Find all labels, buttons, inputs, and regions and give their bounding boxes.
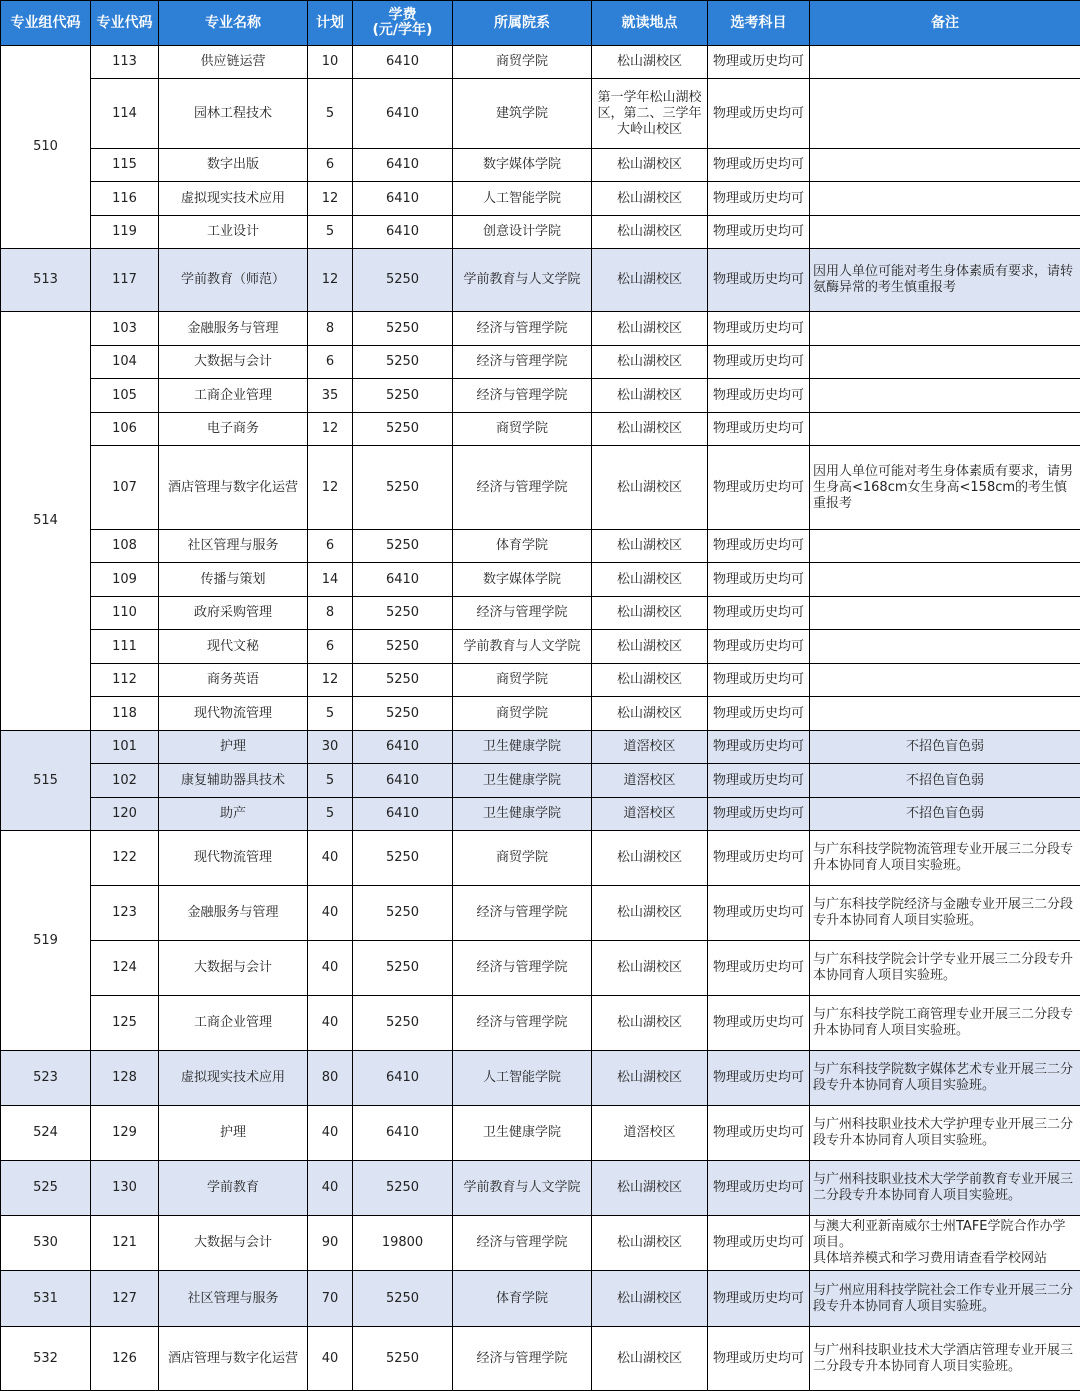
campus-cell: 松山湖校区 (592, 530, 708, 563)
subject-cell: 物理或历史均可 (708, 249, 810, 312)
department-cell: 体育学院 (453, 530, 592, 563)
table-row (1, 731, 1080, 764)
major-code-cell: 120 (91, 798, 159, 831)
table-row (1, 79, 1080, 149)
table-row (1, 413, 1080, 446)
department-cell: 经济与管理学院 (453, 346, 592, 379)
table-row (1, 664, 1080, 697)
major-name-cell: 现代物流管理 (159, 831, 308, 886)
major-name-cell: 大数据与会计 (159, 1216, 308, 1271)
tuition-cell: 5250 (353, 446, 453, 530)
table-row (1, 249, 1080, 312)
major-code-cell: 130 (91, 1161, 159, 1216)
major-name-cell: 供应链运营 (159, 46, 308, 79)
plan-header: 计划 (308, 1, 353, 46)
major-name-cell: 助产 (159, 798, 308, 831)
major-code-cell: 111 (91, 630, 159, 664)
campus-cell: 松山湖校区 (592, 249, 708, 312)
major-name-cell: 金融服务与管理 (159, 886, 308, 941)
major-code-cell: 122 (91, 831, 159, 886)
tuition-cell: 5250 (353, 413, 453, 446)
major-code-cell: 128 (91, 1051, 159, 1106)
campus-cell: 松山湖校区 (592, 886, 708, 941)
major-code-cell: 105 (91, 379, 159, 413)
tuition-cell: 5250 (353, 630, 453, 664)
table-row (1, 831, 1080, 886)
campus-cell: 松山湖校区 (592, 1327, 708, 1391)
subject-cell: 物理或历史均可 (708, 563, 810, 597)
department-cell: 经济与管理学院 (453, 446, 592, 530)
tuition-header: 学费 (元/学年) (353, 1, 453, 46)
group-code-cell: 519 (1, 831, 91, 1051)
major-code-cell: 113 (91, 46, 159, 79)
plan-cell: 6 (308, 630, 353, 664)
plan-cell: 12 (308, 249, 353, 312)
subject-cell: 物理或历史均可 (708, 664, 810, 697)
group-code-cell: 530 (1, 1216, 91, 1271)
plan-cell: 40 (308, 1327, 353, 1391)
tuition-cell: 5250 (353, 1271, 453, 1327)
major-name-cell: 酒店管理与数字化运营 (159, 446, 308, 530)
major-name-cell: 现代文秘 (159, 630, 308, 664)
department-cell: 经济与管理学院 (453, 996, 592, 1051)
plan-cell: 80 (308, 1051, 353, 1106)
remarks-cell: 不招色盲色弱 (810, 764, 1080, 798)
plan-cell: 70 (308, 1271, 353, 1327)
department-cell: 卫生健康学院 (453, 731, 592, 764)
group-code-cell: 515 (1, 731, 91, 831)
major-code-cell: 124 (91, 941, 159, 996)
campus-cell: 道滘校区 (592, 1106, 708, 1161)
department-cell: 经济与管理学院 (453, 1327, 592, 1391)
campus-cell: 松山湖校区 (592, 563, 708, 597)
plan-cell: 8 (308, 597, 353, 630)
subject-cell: 物理或历史均可 (708, 216, 810, 249)
remarks-cell (810, 379, 1080, 413)
department-cell: 经济与管理学院 (453, 941, 592, 996)
table-row (1, 216, 1080, 249)
major-name-cell: 工商企业管理 (159, 379, 308, 413)
tuition-cell: 6410 (353, 563, 453, 597)
campus-cell: 松山湖校区 (592, 941, 708, 996)
remarks-cell: 不招色盲色弱 (810, 731, 1080, 764)
tuition-cell: 6410 (353, 764, 453, 798)
major-name-cell: 护理 (159, 1106, 308, 1161)
group-code-cell: 525 (1, 1161, 91, 1216)
remarks-cell: 与澳大利亚新南威尔士州TAFE学院合作办学项目。 具体培养模式和学习费用请查看学校网站 (810, 1216, 1080, 1271)
department-cell: 商贸学院 (453, 46, 592, 79)
remarks-cell (810, 79, 1080, 149)
department-cell: 商贸学院 (453, 697, 592, 731)
plan-cell: 12 (308, 413, 353, 446)
department-cell: 经济与管理学院 (453, 1216, 592, 1271)
subject-cell: 物理或历史均可 (708, 1216, 810, 1271)
remarks-cell: 与广东科技学院数字媒体艺术专业开展三二分段专升本协同育人项目实验班。 (810, 1051, 1080, 1106)
department-cell: 学前教育与人文学院 (453, 630, 592, 664)
table-body (1, 46, 1080, 1391)
campus-cell: 松山湖校区 (592, 413, 708, 446)
major-name-cell: 电子商务 (159, 413, 308, 446)
major-name-cell: 园林工程技术 (159, 79, 308, 149)
major-code-cell: 114 (91, 79, 159, 149)
table-row (1, 996, 1080, 1051)
group-code-cell: 524 (1, 1106, 91, 1161)
major-code-cell: 110 (91, 597, 159, 630)
campus-cell: 松山湖校区 (592, 831, 708, 886)
department-cell: 卫生健康学院 (453, 798, 592, 831)
major-code-cell: 119 (91, 216, 159, 249)
remarks-cell (810, 630, 1080, 664)
subject-cell: 物理或历史均可 (708, 413, 810, 446)
major-name-cell: 政府采购管理 (159, 597, 308, 630)
subject-cell: 物理或历史均可 (708, 149, 810, 182)
subject-header: 选考科目 (708, 1, 810, 46)
table-row (1, 1216, 1080, 1271)
group-code-cell: 523 (1, 1051, 91, 1106)
campus-cell: 松山湖校区 (592, 664, 708, 697)
tuition-cell: 5250 (353, 697, 453, 731)
department-cell: 商贸学院 (453, 664, 592, 697)
department-cell: 学前教育与人文学院 (453, 1161, 592, 1216)
major-code-header: 专业代码 (91, 1, 159, 46)
plan-cell: 14 (308, 563, 353, 597)
campus-cell: 松山湖校区 (592, 1216, 708, 1271)
campus-cell: 第一学年松山湖校区，第二、三学年大岭山校区 (592, 79, 708, 149)
major-name-cell: 大数据与会计 (159, 941, 308, 996)
plan-cell: 5 (308, 764, 353, 798)
tuition-cell: 6410 (353, 182, 453, 216)
table-row (1, 46, 1080, 79)
tuition-cell: 5250 (353, 346, 453, 379)
plan-cell: 40 (308, 886, 353, 941)
table-row (1, 1161, 1080, 1216)
campus-cell: 松山湖校区 (592, 216, 708, 249)
subject-cell: 物理或历史均可 (708, 530, 810, 563)
major-code-cell: 126 (91, 1327, 159, 1391)
department-cell: 经济与管理学院 (453, 312, 592, 346)
major-name-header: 专业名称 (159, 1, 308, 46)
campus-cell: 松山湖校区 (592, 1271, 708, 1327)
tuition-cell: 5250 (353, 312, 453, 346)
tuition-cell: 6410 (353, 216, 453, 249)
subject-cell: 物理或历史均可 (708, 630, 810, 664)
subject-cell: 物理或历史均可 (708, 1161, 810, 1216)
subject-cell: 物理或历史均可 (708, 46, 810, 79)
remarks-cell: 与广东科技学院工商管理专业开展三二分段专升本协同育人项目实验班。 (810, 996, 1080, 1051)
department-cell: 建筑学院 (453, 79, 592, 149)
subject-cell: 物理或历史均可 (708, 79, 810, 149)
table-row (1, 597, 1080, 630)
tuition-cell: 19800 (353, 1216, 453, 1271)
table-row (1, 697, 1080, 731)
table-row (1, 563, 1080, 597)
tuition-cell: 5250 (353, 996, 453, 1051)
table-row (1, 798, 1080, 831)
major-code-cell: 123 (91, 886, 159, 941)
tuition-cell: 5250 (353, 249, 453, 312)
group-code-header: 专业组代码 (1, 1, 91, 46)
major-name-cell: 社区管理与服务 (159, 1271, 308, 1327)
subject-cell: 物理或历史均可 (708, 597, 810, 630)
remarks-cell (810, 530, 1080, 563)
table-row (1, 764, 1080, 798)
major-code-cell: 103 (91, 312, 159, 346)
remarks-cell: 与广州应用科技学院社会工作专业开展三二分段专升本协同育人项目实验班。 (810, 1271, 1080, 1327)
plan-cell: 5 (308, 79, 353, 149)
remarks-cell (810, 182, 1080, 216)
remarks-cell (810, 664, 1080, 697)
tuition-cell: 5250 (353, 941, 453, 996)
table-row (1, 149, 1080, 182)
tuition-cell: 5250 (353, 886, 453, 941)
table-row (1, 530, 1080, 563)
plan-cell: 6 (308, 149, 353, 182)
campus-cell: 松山湖校区 (592, 346, 708, 379)
plan-cell: 5 (308, 798, 353, 831)
subject-cell: 物理或历史均可 (708, 346, 810, 379)
remarks-cell (810, 216, 1080, 249)
remarks-cell: 与广州科技职业技术大学学前教育专业开展三二分段专升本协同育人项目实验班。 (810, 1161, 1080, 1216)
plan-cell: 12 (308, 446, 353, 530)
subject-cell: 物理或历史均可 (708, 1327, 810, 1391)
remarks-header: 备注 (810, 1, 1080, 46)
subject-cell: 物理或历史均可 (708, 831, 810, 886)
campus-cell: 松山湖校区 (592, 182, 708, 216)
campus-cell: 松山湖校区 (592, 996, 708, 1051)
subject-cell: 物理或历史均可 (708, 764, 810, 798)
campus-cell: 松山湖校区 (592, 46, 708, 79)
subject-cell: 物理或历史均可 (708, 996, 810, 1051)
department-cell: 卫生健康学院 (453, 764, 592, 798)
tuition-cell: 5250 (353, 597, 453, 630)
remarks-cell (810, 597, 1080, 630)
tuition-cell: 5250 (353, 530, 453, 563)
tuition-cell: 5250 (353, 379, 453, 413)
remarks-cell (810, 413, 1080, 446)
department-cell: 创意设计学院 (453, 216, 592, 249)
table-row (1, 630, 1080, 664)
major-name-cell: 现代物流管理 (159, 697, 308, 731)
remarks-cell (810, 312, 1080, 346)
major-name-cell: 酒店管理与数字化运营 (159, 1327, 308, 1391)
campus-cell: 道滘校区 (592, 764, 708, 798)
campus-cell: 松山湖校区 (592, 1051, 708, 1106)
campus-cell: 松山湖校区 (592, 697, 708, 731)
tuition-cell: 6410 (353, 798, 453, 831)
department-cell: 数字媒体学院 (453, 149, 592, 182)
remarks-cell (810, 346, 1080, 379)
tuition-cell: 6410 (353, 46, 453, 79)
department-cell: 商贸学院 (453, 831, 592, 886)
plan-cell: 40 (308, 831, 353, 886)
major-code-cell: 106 (91, 413, 159, 446)
subject-cell: 物理或历史均可 (708, 1051, 810, 1106)
tuition-cell: 5250 (353, 1327, 453, 1391)
department-cell: 经济与管理学院 (453, 597, 592, 630)
plan-cell: 40 (308, 1106, 353, 1161)
major-code-cell: 101 (91, 731, 159, 764)
department-cell: 人工智能学院 (453, 182, 592, 216)
plan-cell: 12 (308, 182, 353, 216)
plan-cell: 40 (308, 941, 353, 996)
tuition-cell: 5250 (353, 664, 453, 697)
department-header: 所属院系 (453, 1, 592, 46)
major-name-cell: 工商企业管理 (159, 996, 308, 1051)
table-row (1, 1271, 1080, 1327)
major-name-cell: 商务英语 (159, 664, 308, 697)
remarks-cell (810, 46, 1080, 79)
major-code-cell: 102 (91, 764, 159, 798)
major-code-cell: 116 (91, 182, 159, 216)
table-row (1, 446, 1080, 530)
tuition-cell: 6410 (353, 149, 453, 182)
plan-cell: 40 (308, 1161, 353, 1216)
campus-header: 就读地点 (592, 1, 708, 46)
subject-cell: 物理或历史均可 (708, 446, 810, 530)
subject-cell: 物理或历史均可 (708, 697, 810, 731)
subject-cell: 物理或历史均可 (708, 182, 810, 216)
table-row (1, 1051, 1080, 1106)
plan-cell: 6 (308, 346, 353, 379)
subject-cell: 物理或历史均可 (708, 886, 810, 941)
group-code-cell: 531 (1, 1271, 91, 1327)
table-row (1, 886, 1080, 941)
major-code-cell: 121 (91, 1216, 159, 1271)
plan-cell: 90 (308, 1216, 353, 1271)
subject-cell: 物理或历史均可 (708, 941, 810, 996)
remarks-cell (810, 149, 1080, 182)
major-name-cell: 金融服务与管理 (159, 312, 308, 346)
table-row (1, 941, 1080, 996)
subject-cell: 物理或历史均可 (708, 731, 810, 764)
campus-cell: 道滘校区 (592, 731, 708, 764)
plan-cell: 40 (308, 996, 353, 1051)
subject-cell: 物理或历史均可 (708, 379, 810, 413)
table-row (1, 182, 1080, 216)
remarks-cell: 因用人单位可能对考生身体素质有要求，请男生身高<168cm女生身高<158cm的考生慎重报考 (810, 446, 1080, 530)
major-name-cell: 学前教育 (159, 1161, 308, 1216)
subject-cell: 物理或历史均可 (708, 1271, 810, 1327)
major-name-cell: 数字出版 (159, 149, 308, 182)
remarks-cell: 不招色盲色弱 (810, 798, 1080, 831)
plan-cell: 5 (308, 697, 353, 731)
department-cell: 数字媒体学院 (453, 563, 592, 597)
tuition-cell: 6410 (353, 1051, 453, 1106)
remarks-cell (810, 697, 1080, 731)
subject-cell: 物理或历史均可 (708, 312, 810, 346)
department-cell: 经济与管理学院 (453, 379, 592, 413)
group-code-cell: 510 (1, 46, 91, 249)
table-row (1, 1327, 1080, 1391)
major-name-cell: 社区管理与服务 (159, 530, 308, 563)
major-code-cell: 129 (91, 1106, 159, 1161)
tuition-cell: 5250 (353, 831, 453, 886)
campus-cell: 松山湖校区 (592, 312, 708, 346)
campus-cell: 松山湖校区 (592, 149, 708, 182)
remarks-cell: 与广州科技职业技术大学酒店管理专业开展三二分段专升本协同育人项目实验班。 (810, 1327, 1080, 1391)
remarks-cell: 与广东科技学院物流管理专业开展三二分段专升本协同育人项目实验班。 (810, 831, 1080, 886)
major-name-cell: 传播与策划 (159, 563, 308, 597)
tuition-cell: 6410 (353, 731, 453, 764)
group-code-cell: 514 (1, 312, 91, 731)
major-name-cell: 虚拟现实技术应用 (159, 182, 308, 216)
campus-cell: 松山湖校区 (592, 597, 708, 630)
major-code-cell: 115 (91, 149, 159, 182)
campus-cell: 松山湖校区 (592, 446, 708, 530)
major-code-cell: 112 (91, 664, 159, 697)
table-row (1, 379, 1080, 413)
subject-cell: 物理或历史均可 (708, 798, 810, 831)
table-row (1, 1106, 1080, 1161)
major-code-cell: 127 (91, 1271, 159, 1327)
campus-cell: 松山湖校区 (592, 379, 708, 413)
plan-cell: 30 (308, 731, 353, 764)
table-header (1, 1, 1080, 46)
major-name-cell: 工业设计 (159, 216, 308, 249)
plan-cell: 12 (308, 664, 353, 697)
group-code-cell: 513 (1, 249, 91, 312)
major-code-cell: 104 (91, 346, 159, 379)
major-name-cell: 大数据与会计 (159, 346, 308, 379)
plan-cell: 5 (308, 216, 353, 249)
remarks-cell (810, 563, 1080, 597)
department-cell: 商贸学院 (453, 413, 592, 446)
major-code-cell: 125 (91, 996, 159, 1051)
subject-cell: 物理或历史均可 (708, 1106, 810, 1161)
plan-cell: 10 (308, 46, 353, 79)
major-code-cell: 108 (91, 530, 159, 563)
major-name-cell: 学前教育（师范） (159, 249, 308, 312)
remarks-cell: 与广州科技职业技术大学护理专业开展三二分段专升本协同育人项目实验班。 (810, 1106, 1080, 1161)
remarks-cell: 因用人单位可能对考生身体素质有要求，请转氨酶异常的考生慎重报考 (810, 249, 1080, 312)
department-cell: 卫生健康学院 (453, 1106, 592, 1161)
department-cell: 人工智能学院 (453, 1051, 592, 1106)
header-row (1, 1, 1080, 46)
department-cell: 体育学院 (453, 1271, 592, 1327)
group-code-cell: 532 (1, 1327, 91, 1391)
campus-cell: 松山湖校区 (592, 1161, 708, 1216)
major-name-cell: 康复辅助器具技术 (159, 764, 308, 798)
department-cell: 经济与管理学院 (453, 886, 592, 941)
major-code-cell: 118 (91, 697, 159, 731)
plan-cell: 35 (308, 379, 353, 413)
major-code-cell: 117 (91, 249, 159, 312)
tuition-cell: 6410 (353, 79, 453, 149)
campus-cell: 道滘校区 (592, 798, 708, 831)
remarks-cell: 与广东科技学院经济与金融专业开展三二分段专升本协同育人项目实验班。 (810, 886, 1080, 941)
department-cell: 学前教育与人文学院 (453, 249, 592, 312)
major-code-cell: 109 (91, 563, 159, 597)
major-code-cell: 107 (91, 446, 159, 530)
tuition-cell: 6410 (353, 1106, 453, 1161)
remarks-cell: 与广东科技学院会计学专业开展三二分段专升本协同育人项目实验班。 (810, 941, 1080, 996)
campus-cell: 松山湖校区 (592, 630, 708, 664)
table-row (1, 346, 1080, 379)
table-row (1, 312, 1080, 346)
plan-cell: 8 (308, 312, 353, 346)
major-name-cell: 护理 (159, 731, 308, 764)
tuition-cell: 5250 (353, 1161, 453, 1216)
major-name-cell: 虚拟现实技术应用 (159, 1051, 308, 1106)
plan-cell: 6 (308, 530, 353, 563)
